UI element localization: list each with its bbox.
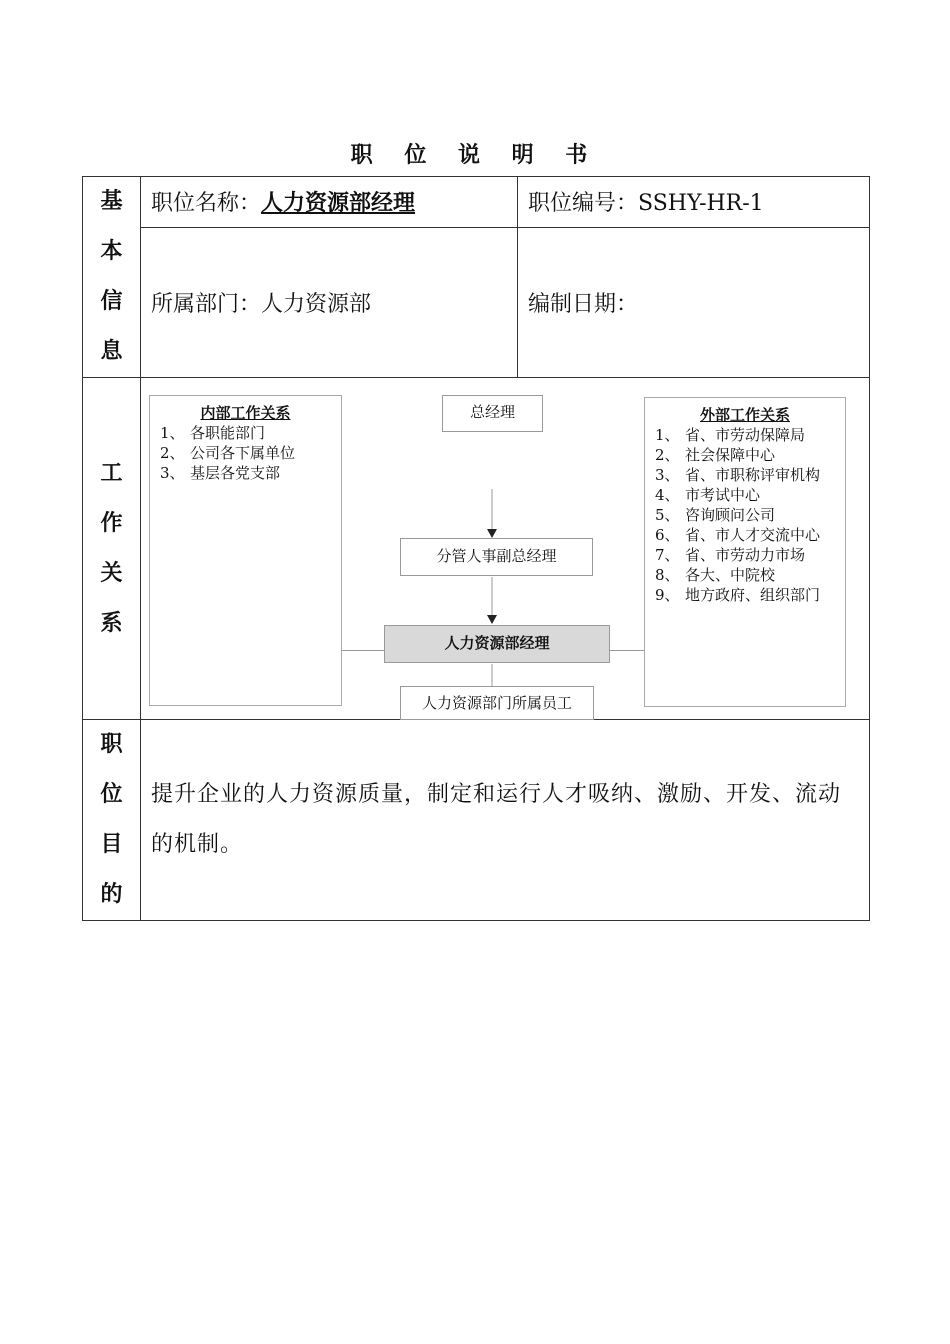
side-char: 关 [100,560,123,586]
item-text: 咨询顾问公司 [685,505,776,524]
side-char: 息 [100,339,123,364]
item-text: 省、市劳动力市场 [685,545,806,564]
item-text: 省、市劳动保障局 [685,425,806,444]
item-number: 4、 [655,485,680,504]
arrow-down-icon [487,529,497,538]
department-cell [141,227,518,378]
item-text: 市考试中心 [685,485,761,504]
internal-relations-title: 内部工作关系 [200,403,291,422]
item-text: 地方政府、组织部门 [685,585,821,604]
list-item [655,465,837,485]
org-box-deputy: 分管人事副总经理 [400,538,593,576]
purpose-text: 提升企业的人力资源质量，制定和运行人才吸纳、激励、开发、流动的机制。 [141,720,870,921]
relations-side-label [83,378,141,720]
item-number: 2、 [160,443,185,462]
position-name-label: 职位名称： [151,191,262,217]
list-item [655,565,837,585]
internal-relations-list [150,423,341,483]
list-item [160,463,333,483]
side-char: 的 [100,882,123,907]
list-item [655,545,837,565]
org-box-manager: 人力资源部经理 [384,625,610,663]
position-name-value: 人力资源部经理 [261,190,416,217]
item-number: 7、 [655,545,680,564]
item-text: 基层各党支部 [190,463,281,482]
position-name-cell [141,177,518,228]
side-char: 作 [100,510,123,536]
department-label: 所属部门： [151,291,262,317]
item-text: 省、市人才交流中心 [685,525,821,544]
item-number: 5、 [655,505,680,524]
side-char: 信 [100,289,123,314]
list-item [655,585,837,605]
side-char: 基 [100,189,123,214]
external-relations-box [644,397,846,707]
side-char: 目 [100,832,123,857]
list-item [655,525,837,545]
org-box-ceo: 总经理 [442,395,543,432]
external-relations-list [645,425,845,605]
item-text: 各职能部门 [190,423,266,442]
date-cell [518,227,870,378]
item-number: 9、 [655,585,680,604]
position-code-value: SSHY-HR-1 [638,191,764,217]
side-char: 工 [100,460,123,486]
item-number: 8、 [655,565,680,584]
list-item [655,425,837,445]
item-text: 公司各下属单位 [190,443,296,462]
side-char: 位 [100,782,123,807]
date-label: 编制日期： [528,291,639,317]
list-item [160,423,333,443]
side-char: 职 [100,732,123,757]
side-char: 本 [100,239,123,264]
arrow-down-icon [487,615,497,624]
item-number: 3、 [655,465,680,484]
item-number: 1、 [655,425,680,444]
list-item [655,505,837,525]
purpose-side-label [83,720,141,921]
relations-cell [141,378,870,720]
item-number: 1、 [160,423,185,442]
position-code-cell [518,177,870,228]
job-description-table [82,176,870,921]
document-title: 职 位 说 明 书 [350,143,600,168]
department-value: 人力资源部 [261,291,372,317]
org-box-staff: 人力资源部门所属员工 [400,686,594,720]
list-item [160,443,333,463]
list-item [655,445,837,465]
side-char: 系 [100,610,123,636]
position-code-label: 职位编号： [528,191,639,217]
item-text: 各大、中院校 [685,565,776,584]
list-item [655,485,837,505]
internal-relations-box [149,395,342,706]
basic-info-side-label [83,177,141,378]
item-number: 3、 [160,463,185,482]
item-number: 6、 [655,525,680,544]
item-text: 社会保障中心 [685,445,776,464]
item-number: 2、 [655,445,680,464]
item-text: 省、市职称评审机构 [685,465,821,484]
external-relations-title: 外部工作关系 [699,405,790,424]
